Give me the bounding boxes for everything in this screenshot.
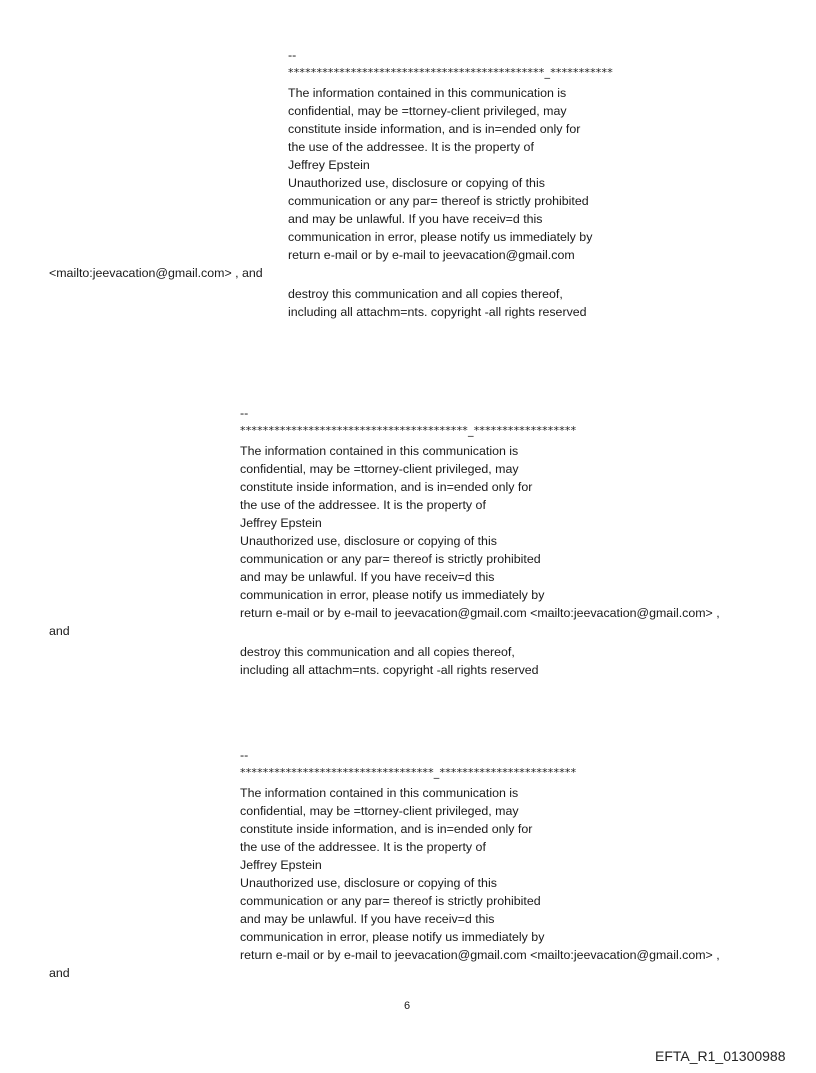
disclaimer-line: communication or any par= thereof is strictly prohibited	[240, 552, 541, 566]
disclaimer-line: communication in error, please notify us immediately by	[240, 930, 545, 944]
separator-stars: *********************************************_***********	[288, 66, 613, 79]
disclaimer-line: The information contained in this communication is	[240, 444, 519, 458]
disclaimer-line: confidential, may be =ttorney-client privileged, may	[288, 104, 567, 118]
disclaimer-line: constitute inside information, and is in=ended only for	[288, 122, 581, 136]
mailto-line: <mailto:jeevacation@gmail.com> , and	[49, 266, 263, 280]
disclaimer-line: destroy this communication and all copies thereof,	[288, 287, 563, 301]
disclaimer-line: Unauthorized use, disclosure or copying of this	[288, 176, 545, 190]
disclaimer-line: constitute inside information, and is in=ended only for	[240, 822, 533, 836]
disclaimer-line: destroy this communication and all copies thereof,	[240, 645, 515, 659]
disclaimer-line: Unauthorized use, disclosure or copying of this	[240, 534, 497, 548]
separator-dash: --	[240, 406, 249, 420]
disclaimer-line: communication in error, please notify us immediately by	[240, 588, 545, 602]
document-id: EFTA_R1_01300988	[655, 1048, 786, 1064]
disclaimer-line: communication or any par= thereof is strictly prohibited	[240, 894, 541, 908]
disclaimer-line: confidential, may be =ttorney-client privileged, may	[240, 462, 519, 476]
disclaimer-line: communication in error, please notify us immediately by	[288, 230, 593, 244]
disclaimer-line: the use of the addressee. It is the property of	[288, 140, 534, 154]
disclaimer-line: including all attachm=nts. copyright -all rights reserved	[288, 305, 587, 319]
disclaimer-line: Unauthorized use, disclosure or copying of this	[240, 876, 497, 890]
disclaimer-line: including all attachm=nts. copyright -all rights reserved	[240, 663, 539, 677]
separator-stars: ****************************************_******************	[240, 424, 577, 437]
disclaimer-line: The information contained in this communication is	[288, 86, 567, 100]
disclaimer-line: communication or any par= thereof is strictly prohibited	[288, 194, 589, 208]
disclaimer-line: The information contained in this communication is	[240, 786, 519, 800]
disclaimer-line: the use of the addressee. It is the property of	[240, 840, 486, 854]
separator-dash: --	[240, 748, 249, 762]
disclaimer-line: confidential, may be =ttorney-client privileged, may	[240, 804, 519, 818]
disclaimer-line: return e-mail or by e-mail to jeevacation@gmail.com <mailto:jeevacation@gmail.com> ,	[240, 948, 720, 962]
and-line: and	[49, 624, 70, 638]
disclaimer-line: Jeffrey Epstein	[240, 516, 322, 530]
disclaimer-line: and may be unlawful. If you have receiv=d this	[240, 912, 495, 926]
disclaimer-line: the use of the addressee. It is the property of	[240, 498, 486, 512]
disclaimer-line: and may be unlawful. If you have receiv=d this	[288, 212, 543, 226]
separator-dash: --	[288, 48, 297, 62]
page-number: 6	[404, 1000, 411, 1012]
disclaimer-line: constitute inside information, and is in=ended only for	[240, 480, 533, 494]
separator-stars: **********************************_************************	[240, 766, 577, 779]
disclaimer-line: and may be unlawful. If you have receiv=d this	[240, 570, 495, 584]
disclaimer-line: Jeffrey Epstein	[240, 858, 322, 872]
disclaimer-line: return e-mail or by e-mail to jeevacation@gmail.com	[288, 248, 575, 262]
disclaimer-line: return e-mail or by e-mail to jeevacation@gmail.com <mailto:jeevacation@gmail.com> ,	[240, 606, 720, 620]
disclaimer-line: Jeffrey Epstein	[288, 158, 370, 172]
and-line: and	[49, 966, 70, 980]
